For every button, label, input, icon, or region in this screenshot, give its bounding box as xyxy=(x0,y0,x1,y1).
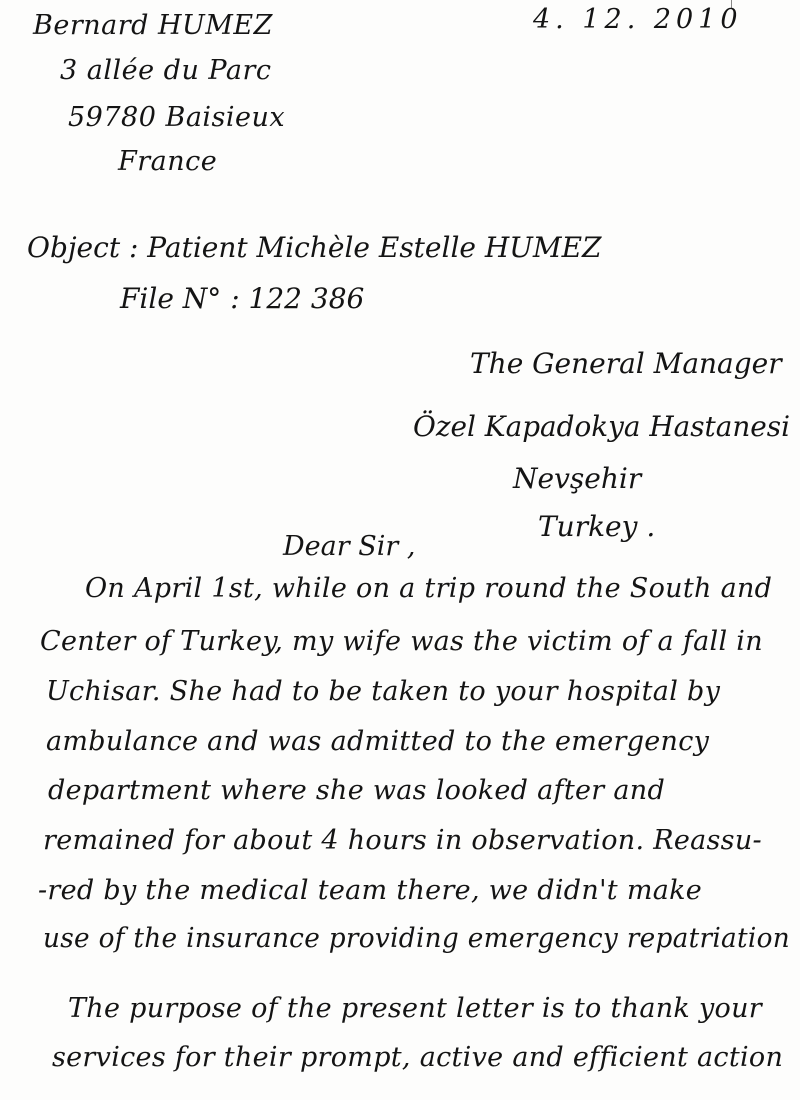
sender-street: 3 allée du Parc xyxy=(60,55,272,86)
body-line: -red by the medical team there, we didn't make xyxy=(38,875,703,906)
body-line: department where she was looked after and xyxy=(48,775,666,806)
body-line: services for their prompt, active and efficient action xyxy=(52,1042,784,1073)
salutation: Dear Sir , xyxy=(283,531,416,562)
body-line: Uchisar. She had to be taken to your hospital by xyxy=(46,676,721,707)
sender-city: 59780 Baisieux xyxy=(68,102,286,133)
sender-name: Bernard HUMEZ xyxy=(33,10,273,41)
file-number: File N° : 122 386 xyxy=(120,282,365,315)
recipient-country: Turkey . xyxy=(538,510,656,543)
body-line: Center of Turkey, my wife was the victim of a fall in xyxy=(40,626,763,657)
recipient-title: The General Manager xyxy=(470,347,782,380)
body-line: remained for about 4 hours in observation. Reassu- xyxy=(43,825,762,856)
recipient-city: Nevşehir xyxy=(513,462,642,495)
recipient-hospital: Özel Kapadokya Hastanesi xyxy=(413,410,790,443)
subject-line: Object : Patient Michèle Estelle HUMEZ xyxy=(27,231,602,264)
body-line: ambulance and was admitted to the emergency xyxy=(46,726,710,757)
body-line: use of the insurance providing emergency repatriation xyxy=(43,923,791,954)
sender-country: France xyxy=(118,146,218,177)
body-line: On April 1st, while on a trip round the South and xyxy=(85,573,773,604)
letter-date: 4. 12. 2010 xyxy=(533,4,743,35)
body-line: The purpose of the present letter is to thank your xyxy=(68,993,762,1024)
